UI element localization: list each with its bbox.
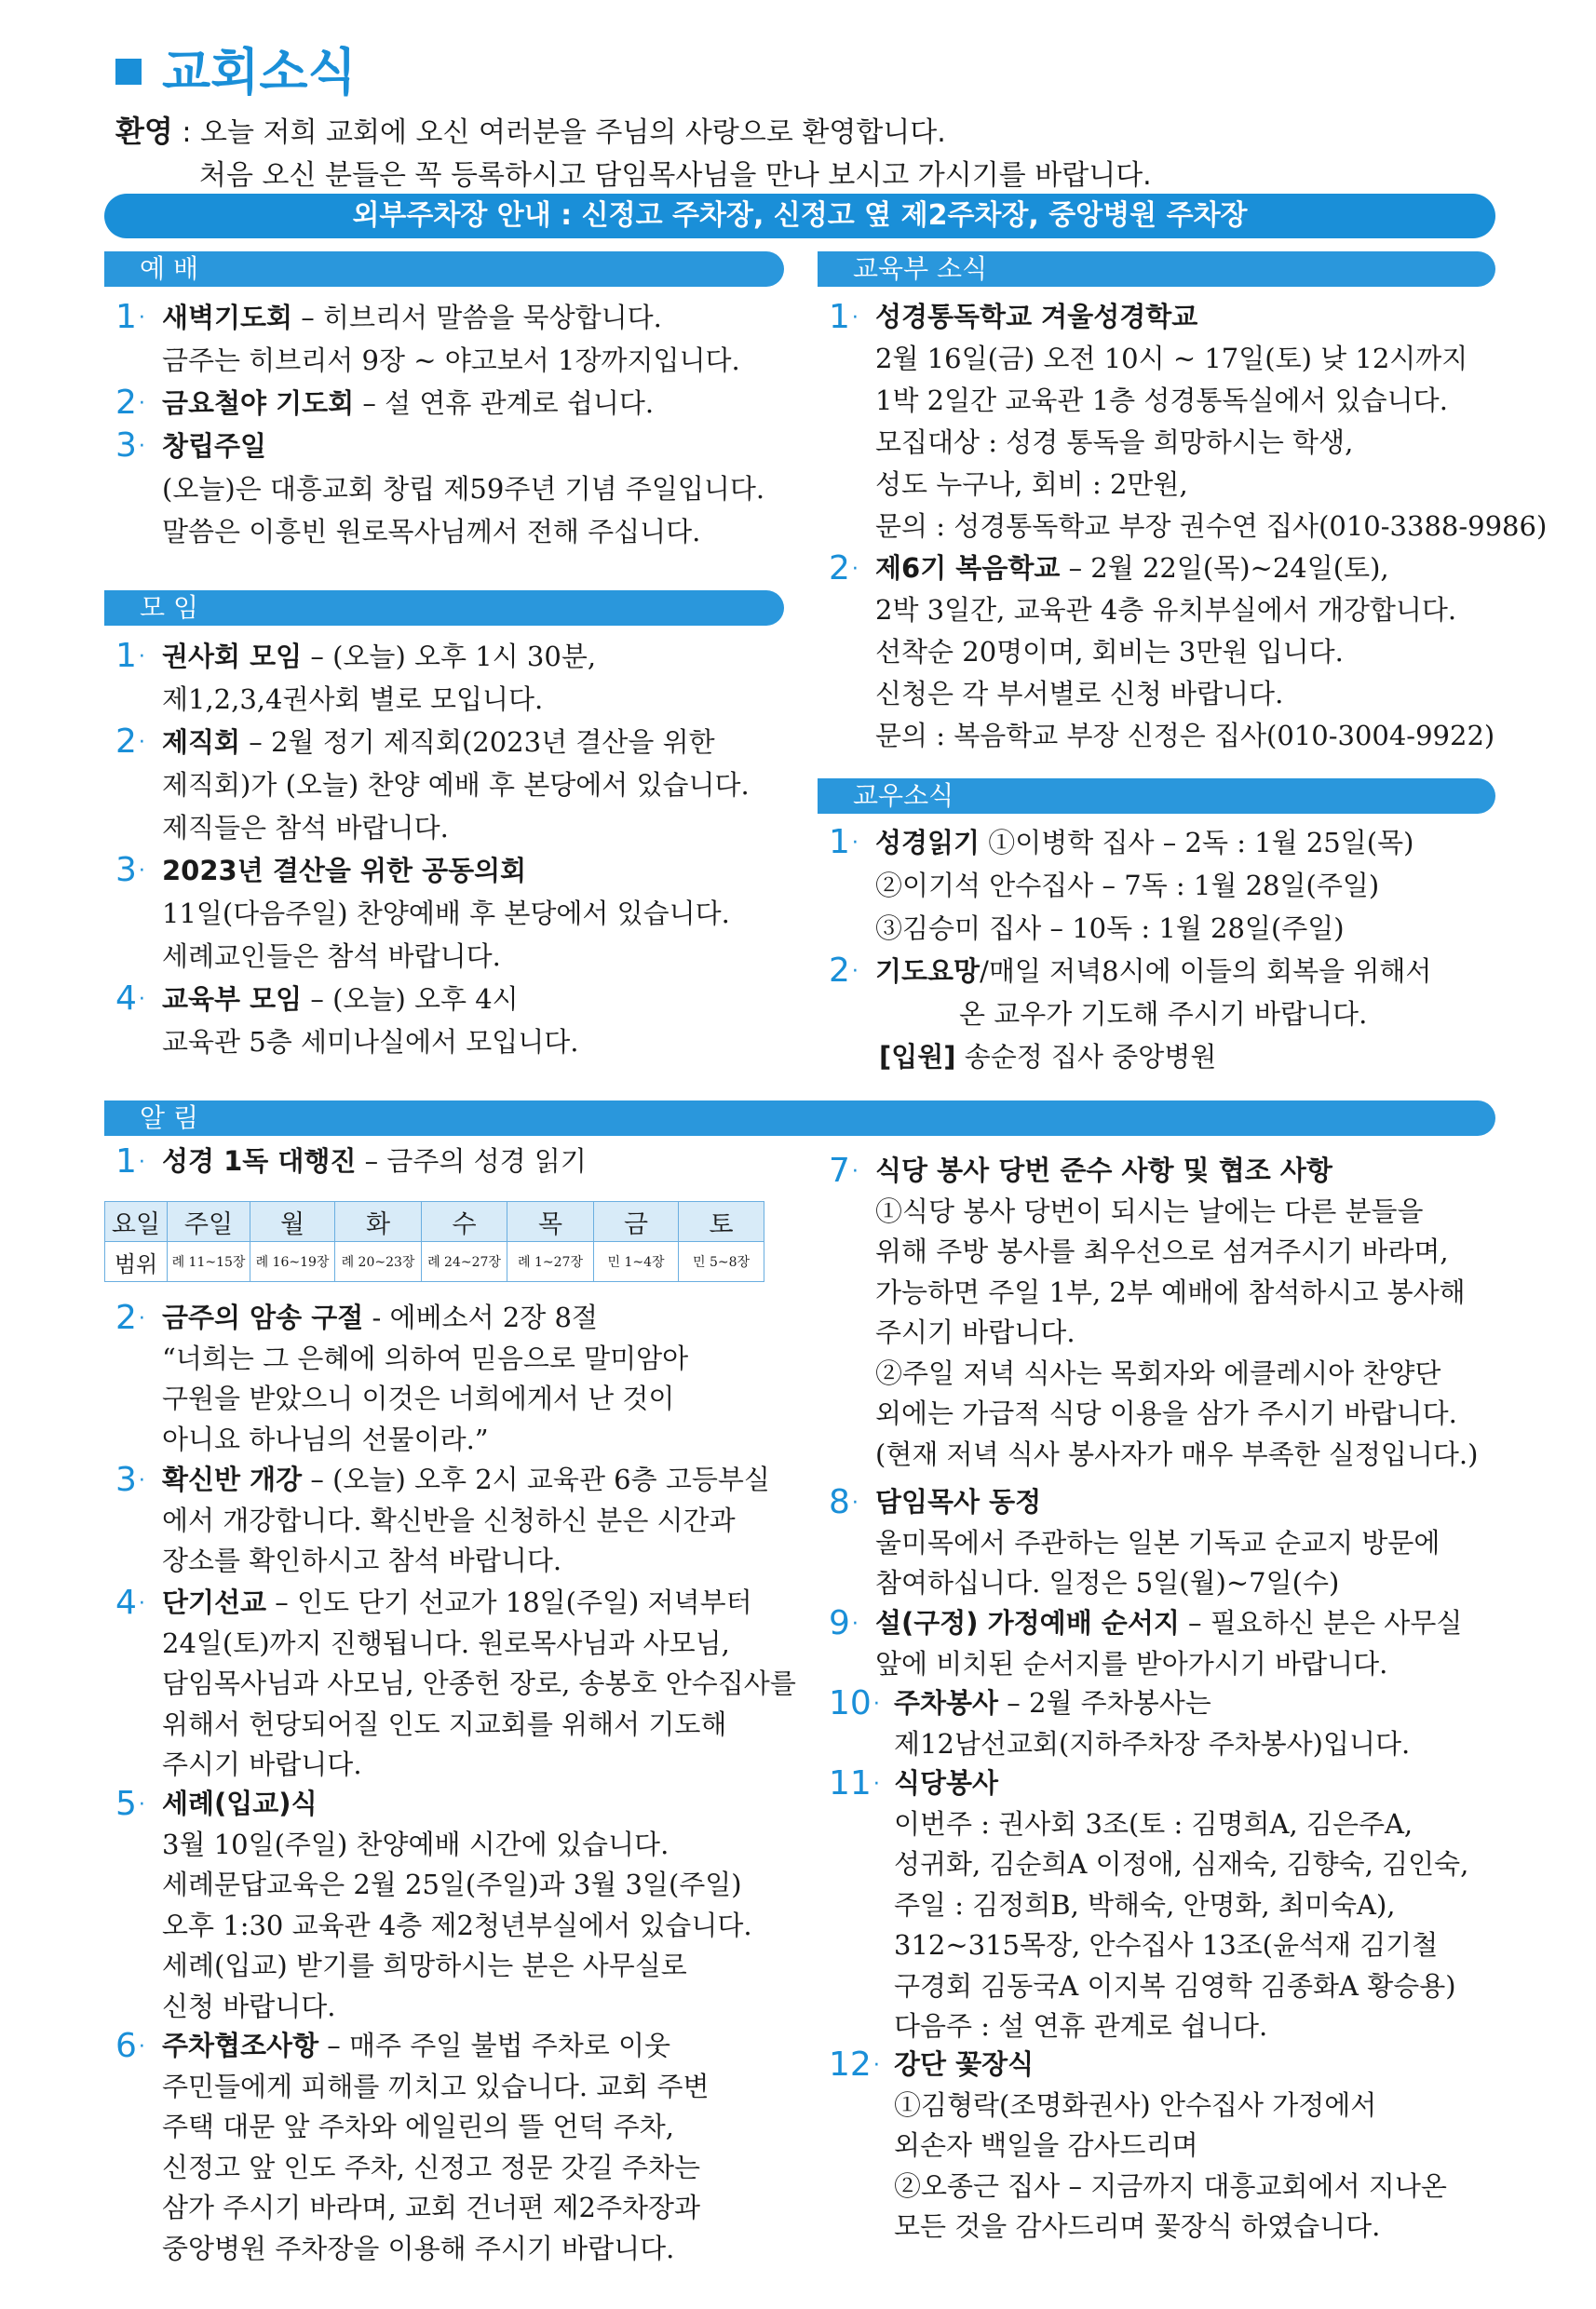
- section-header-education: 교육부 소식: [818, 251, 1495, 287]
- item-heading: 강단 꽃장식: [894, 2048, 1035, 2080]
- schedule-day: 토: [679, 1202, 764, 1242]
- page-title: 교회소식: [115, 45, 357, 101]
- schedule-range: 민 5~8장: [679, 1242, 764, 1282]
- item-line: 위해서 헌당되어질 인도 지교회를 위해서 기도해: [162, 1708, 727, 1740]
- item-line: 모집대상 : 성경 통독을 희망하시는 학생,: [875, 426, 1354, 458]
- item-heading: 세례(입교)식: [162, 1788, 318, 1819]
- schedule-range: 례 1~27장: [507, 1242, 594, 1282]
- item-heading: 권사회 모임: [162, 641, 303, 672]
- hospital-notice: [입원] 송순정 집사 중앙병원: [879, 1041, 1217, 1073]
- item-line: 주택 대문 앞 주차와 에일린의 뜰 언덕 주차,: [162, 2111, 674, 2142]
- schedule-range: 민 1~4장: [594, 1242, 679, 1282]
- schedule-day: 월: [250, 1202, 335, 1242]
- item-line: ①김형락(조명화권사) 안수집사 가정에서: [894, 2088, 1377, 2121]
- item-line: 신정고 앞 인도 주차, 신정고 정문 갓길 주차는: [162, 2151, 700, 2183]
- item-heading: 기도요망: [875, 955, 981, 987]
- item-line: 구원을 받았으니 이것은 너희에게서 난 것이: [162, 1383, 675, 1414]
- item-line: 세례(입교) 받기를 희망하시는 분은 사무실로: [162, 1950, 687, 1981]
- section-header-notice: 알 림: [104, 1100, 1495, 1136]
- item-line: ①식당 봉사 당번이 되시는 날에는 다른 분들을: [875, 1195, 1424, 1227]
- item-line: 참여하십니다. 일정은 5일(월)~7일(수): [875, 1567, 1340, 1599]
- section-header-worship: 예 배: [104, 251, 784, 287]
- item-line: 제직들은 참석 바랍니다.: [162, 812, 449, 844]
- item-line: 2월 16일(금) 오전 10시 ~ 17일(토) 낮 12시까지: [875, 343, 1468, 374]
- schedule-range: 범위: [105, 1242, 168, 1282]
- item-line: 중앙병원 주차장을 이용해 주시기 바랍니다.: [162, 2232, 675, 2264]
- item-number: 9·: [829, 1604, 859, 1642]
- schedule-day: 주일: [168, 1202, 250, 1242]
- item-line: 제12남선교회(지하주차장 주차봉사)입니다.: [894, 1727, 1411, 1760]
- item-line: 24일(토)까지 진행됩니다. 원로목사님과 사모님,: [162, 1627, 730, 1659]
- bible-reading-schedule: [104, 1201, 764, 1282]
- item-line: 11일(다음주일) 찬양예배 후 본당에서 있습니다.: [162, 898, 730, 929]
- schedule-day: 목: [507, 1202, 594, 1242]
- item-line: “너희는 그 은혜에 의하여 믿음으로 말미암아: [162, 1342, 689, 1374]
- item-line: 2박 3일간, 교육관 4층 유치부실에서 개강합니다.: [875, 594, 1457, 626]
- item-heading: 성경통독학교 겨울성경학교: [875, 301, 1198, 332]
- item-line: 주시기 바랍니다.: [875, 1317, 1075, 1348]
- item-line: 선착순 20명이며, 회비는 3만원 입니다.: [875, 636, 1344, 668]
- section-header-meeting: 모 임: [104, 590, 784, 626]
- item-line: 세례교인들은 참석 바랍니다.: [162, 940, 501, 972]
- item-line: 제직회)가 (오늘) 찬양 예배 후 본당에서 있습니다.: [162, 769, 750, 801]
- item-number: 2·: [115, 722, 145, 761]
- item-line: 말씀은 이흥빈 원로목사님께서 전해 주십니다.: [162, 516, 701, 547]
- item-number: 2·: [829, 952, 859, 990]
- item-line: 구경회 김동국A 이지복 김영학 김종화A 황승용): [894, 1969, 1456, 2002]
- item-line: 외에는 가급적 식당 이용을 삼가 주시기 바랍니다.: [875, 1398, 1457, 1429]
- item-line: 문의 : 복음학교 부장 신정은 집사(010-3004-9922): [875, 720, 1495, 751]
- item-line: 신청은 각 부서별로 신청 바랍니다.: [875, 678, 1284, 709]
- item-number: 7·: [829, 1152, 859, 1190]
- item-line: 제1,2,3,4권사회 별로 모입니다.: [162, 683, 544, 715]
- item-number: 2·: [829, 549, 859, 587]
- item-number: 5·: [115, 1785, 145, 1823]
- schedule-day: 수: [422, 1202, 507, 1242]
- item-line: (현재 저녁 식사 봉사자가 매우 부족한 실정입니다.): [875, 1438, 1479, 1470]
- welcome-message: 환영 : 오늘 저희 교회에 오신 여러분을 주님의 사랑으로 환영합니다. 처음 오신 분들은 꼭 등록하시고 담임목사님을 만나 보시고 가시기를 바랍니다.: [115, 114, 1152, 192]
- parking-banner: 외부주차장 안내 : 신정고 주차장, 신정고 옆 제2주차장, 중앙병원 주차장: [104, 194, 1495, 238]
- item-line: 에서 개강합니다. 확신반을 신청하신 분은 시간과: [162, 1504, 736, 1536]
- schedule-range: 례 11~15장: [168, 1242, 250, 1282]
- square-bullet-icon: [115, 59, 142, 85]
- item-number: 11·: [829, 1764, 880, 1803]
- item-line: ②주일 저녁 식사는 목회자와 에클레시아 찬양단: [875, 1357, 1441, 1389]
- item-number: 3·: [115, 851, 145, 889]
- item-heading: 식당 봉사 당번 준수 사항 및 협조 사항: [875, 1154, 1332, 1186]
- item-line: 주일 : 김정희B, 박해숙, 안명화, 최미숙A),: [894, 1888, 1396, 1921]
- item-line: 아니요 하나님의 선물이라.”: [162, 1423, 489, 1455]
- item-number: 4·: [115, 1584, 145, 1622]
- item-heading: 확신반 개강: [162, 1464, 303, 1495]
- item-line: 가능하면 주일 1부, 2부 예배에 참석하시고 봉사해: [875, 1276, 1466, 1308]
- item-number: 12·: [829, 2046, 880, 2084]
- item-line: 금주는 히브리서 9장 ~ 야고보서 1장까지입니다.: [162, 344, 740, 376]
- schedule-range: 례 20~23장: [335, 1242, 422, 1282]
- schedule-day: 금: [594, 1202, 679, 1242]
- item-line: 세례문답교육은 2월 25일(주일)과 3월 3일(주일): [162, 1869, 742, 1900]
- item-number: 2·: [115, 1299, 145, 1337]
- item-heading: 설(구정) 가정예배 순서지: [875, 1607, 1180, 1639]
- item-line: 위해 주방 봉사를 최우선으로 섬겨주시기 바라며,: [875, 1236, 1449, 1267]
- section-header-members: 교우소식: [818, 778, 1495, 814]
- item-heading: 금요철야 기도회: [162, 387, 355, 419]
- item-line: ②오종근 집사 – 지금까지 대흥교회에서 지나온: [894, 2169, 1447, 2202]
- item-heading: 2023년 결산을 위한 공동의회: [162, 855, 527, 886]
- schedule-day: 화: [335, 1202, 422, 1242]
- item-line: 1박 2일간 교육관 1층 성경통독실에서 있습니다.: [875, 385, 1448, 416]
- item-line: 울미목에서 주관하는 일본 기독교 순교지 방문에: [875, 1526, 1440, 1559]
- item-number: 1·: [115, 298, 145, 336]
- item-line: ③김승미 집사 – 10독 : 1월 28일(주일): [875, 912, 1345, 944]
- item-heading: 금주의 암송 구절: [162, 1302, 364, 1333]
- item-number: 8·: [829, 1483, 859, 1521]
- item-line: 모든 것을 감사드리며 꽃장식 하였습니다.: [894, 2210, 1381, 2242]
- item-heading: 교육부 모임: [162, 983, 303, 1015]
- schedule-range: 례 24~27장: [422, 1242, 507, 1282]
- item-number: 1·: [115, 1142, 145, 1181]
- item-line: 오후 1:30 교육관 4층 제2청년부실에서 있습니다.: [162, 1909, 752, 1941]
- item-line: 장소를 확인하시고 참석 바랍니다.: [162, 1545, 562, 1576]
- item-number: 6·: [115, 2027, 145, 2065]
- item-heading: 제6기 복음학교: [875, 552, 1061, 584]
- welcome-label: 환영: [115, 114, 173, 149]
- item-number: 2·: [115, 384, 145, 422]
- item-number: 4·: [115, 979, 145, 1018]
- item-number: 3·: [115, 1461, 145, 1499]
- item-line: 주민들에게 피해를 끼치고 있습니다. 교회 주변: [162, 2070, 710, 2102]
- item-line: 온 교우가 기도해 주시기 바랍니다.: [959, 998, 1368, 1030]
- item-line: 앞에 비치된 순서지를 받아가시기 바랍니다.: [875, 1647, 1388, 1680]
- item-line: 주시기 바랍니다.: [162, 1749, 362, 1780]
- item-number: 1·: [829, 298, 859, 336]
- item-line: 성귀화, 김순희A 이정애, 심재숙, 김향숙, 김인숙,: [894, 1848, 1469, 1880]
- schedule-day: 요일: [105, 1202, 168, 1242]
- item-heading: 제직회: [162, 726, 241, 758]
- item-line: 문의 : 성경통독학교 부장 권수연 집사(010-3388-9986): [875, 510, 1548, 542]
- item-heading: 담임목사 동정: [875, 1486, 1042, 1518]
- item-line: 외손자 백일을 감사드리며: [894, 2129, 1198, 2161]
- item-line: 신청 바랍니다.: [162, 1990, 336, 2022]
- item-line: 312~315목장, 안수집사 13조(윤석재 김기철: [894, 1929, 1439, 1961]
- item-heading: 주차봉사: [894, 1687, 999, 1719]
- item-heading: 단기선교: [162, 1587, 267, 1618]
- item-line: 3월 10일(주일) 찬양예배 시간에 있습니다.: [162, 1828, 670, 1860]
- item-line: 담임목사님과 사모님, 안종헌 장로, 송봉호 안수집사를: [162, 1668, 796, 1699]
- item-heading: 주차협조사항: [162, 2030, 319, 2061]
- item-line: 이번주 : 권사회 3조(토 : 김명희A, 김은주A,: [894, 1807, 1413, 1840]
- item-line: 교육관 5층 세미나실에서 모입니다.: [162, 1026, 579, 1058]
- item-line: ②이기석 안수집사 – 7독 : 1월 28일(주일): [875, 870, 1380, 901]
- item-heading: 성경 1독 대행진: [162, 1145, 357, 1177]
- item-heading: 성경읽기: [875, 827, 981, 858]
- schedule-range: 례 16~19장: [250, 1242, 335, 1282]
- item-number: 1·: [829, 823, 859, 861]
- item-line: (오늘)은 대흥교회 창립 제59주년 기념 주일입니다.: [162, 473, 765, 505]
- item-line: 삼가 주시기 바라며, 교회 건너편 제2주차장과: [162, 2192, 701, 2223]
- item-line: 성도 누구나, 회비 : 2만원,: [875, 468, 1188, 500]
- item-number: 10·: [829, 1684, 880, 1722]
- item-heading: 창립주일: [162, 430, 267, 462]
- item-number: 1·: [115, 637, 145, 675]
- item-heading: 새벽기도회: [162, 302, 293, 333]
- item-number: 3·: [115, 426, 145, 465]
- item-line: 다음주 : 설 연휴 관계로 쉽니다.: [894, 2010, 1268, 2042]
- item-heading: 식당봉사: [894, 1767, 999, 1799]
